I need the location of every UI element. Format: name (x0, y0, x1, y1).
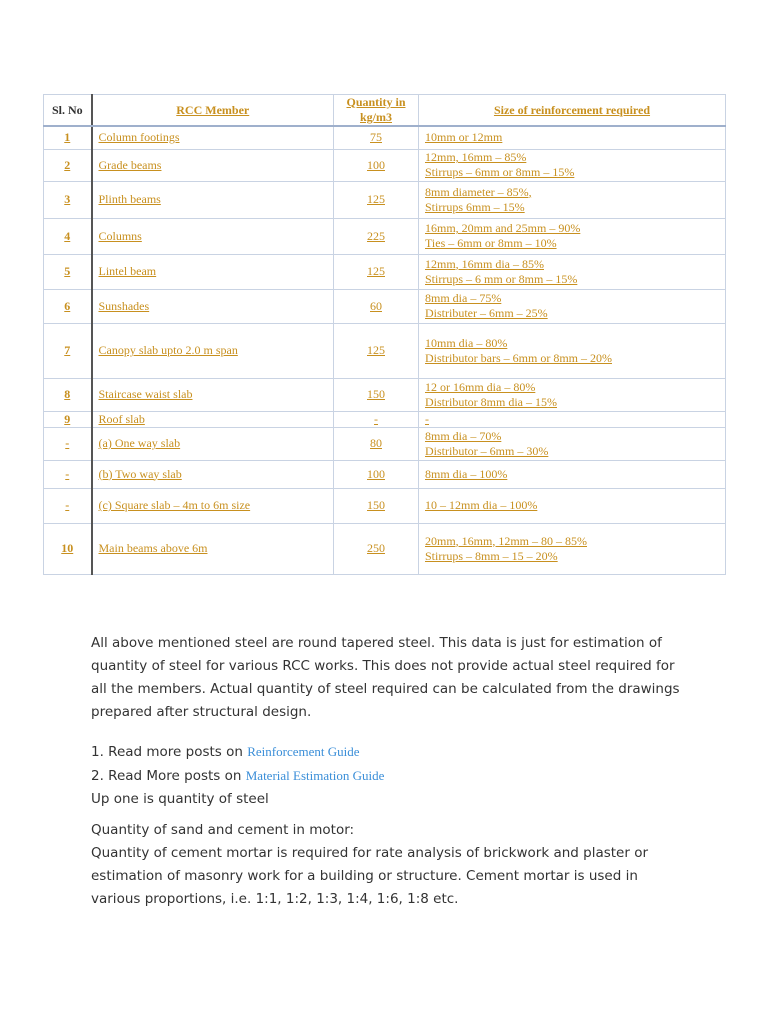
material-estimation-guide-link[interactable]: Material Estimation Guide (245, 768, 385, 783)
cell-quantity: 250 (334, 523, 419, 574)
cell-quantity: 150 (334, 488, 419, 523)
cell-quantity: 150 (334, 378, 419, 411)
cell-rcc-member: Grade beams (92, 149, 334, 181)
table-row (44, 460, 726, 488)
table-row (44, 411, 726, 427)
cell-quantity: 100 (334, 460, 419, 488)
cell-sl-no: - (44, 427, 92, 460)
cell-quantity: 125 (334, 254, 419, 289)
table-row (44, 323, 726, 378)
reinforcement-guide-link[interactable]: Reinforcement Guide (247, 744, 360, 759)
header-rcc-member: RCC Member (92, 95, 334, 127)
table-row (44, 149, 726, 181)
cell-sl-no: 1 (44, 126, 92, 149)
cell-sl-no: 6 (44, 289, 92, 323)
table-row (44, 126, 726, 149)
cell-rcc-member: Sunshades (92, 289, 334, 323)
cell-rcc-member: Columns (92, 218, 334, 254)
cell-reinforcement-size: 8mm dia – 75% Distributer – 6mm – 25% (419, 289, 726, 323)
steel-note-paragraph: All above mentioned steel are round tapered steel. This data is just for estimation of quantity of steel for various RCC works. This does not provide actual steel required for all the members. Actual quantity of steel required can be calculated from the drawings prepared after structural design. (91, 635, 680, 720)
cell-quantity: 125 (334, 181, 419, 218)
cell-sl-no: 7 (44, 323, 92, 378)
table-row (44, 378, 726, 411)
table-row (44, 488, 726, 523)
cell-reinforcement-size: 8mm dia – 70% Distributor – 6mm – 30% (419, 427, 726, 460)
link-line-1: 1. Read more posts on Reinforcement Guide (91, 744, 360, 760)
cell-rcc-member: Roof slab (92, 411, 334, 427)
cell-sl-no: 4 (44, 218, 92, 254)
cell-quantity: 100 (334, 149, 419, 181)
cell-rcc-member: Lintel beam (92, 254, 334, 289)
link-line-2: 2. Read More posts on Material Estimation Guide (91, 768, 385, 784)
steel-summary-line: Up one is quantity of steel (91, 791, 269, 807)
cell-reinforcement-size: 10mm or 12mm (419, 126, 726, 149)
table-row (44, 427, 726, 460)
cell-reinforcement-size: - (419, 411, 726, 427)
cell-quantity: 75 (334, 126, 419, 149)
cell-rcc-member: Main beams above 6m (92, 523, 334, 574)
cell-quantity: 225 (334, 218, 419, 254)
cell-rcc-member: (b) Two way slab (92, 460, 334, 488)
header-size: Size of reinforcement required (419, 95, 726, 127)
cell-rcc-member: (a) One way slab (92, 427, 334, 460)
cell-reinforcement-size: 12 or 16mm dia – 80% Distributor 8mm dia – 15% (419, 378, 726, 411)
table-row (44, 254, 726, 289)
header-sl-no: Sl. No (44, 95, 92, 127)
cell-sl-no: 9 (44, 411, 92, 427)
cell-rcc-member: Staircase waist slab (92, 378, 334, 411)
cell-reinforcement-size: 10mm dia – 80% Distributor bars – 6mm or 8mm – 20% (419, 323, 726, 378)
cell-sl-no: 2 (44, 149, 92, 181)
cell-quantity: 125 (334, 323, 419, 378)
cell-reinforcement-size: 16mm, 20mm and 25mm – 90% Ties – 6mm or 8mm – 10% (419, 218, 726, 254)
table-header-row (44, 95, 726, 127)
table-row (44, 289, 726, 323)
cell-rcc-member: (c) Square slab – 4m to 6m size (92, 488, 334, 523)
mortar-paragraph: Quantity of cement mortar is required for rate analysis of brickwork and plaster or estimation of masonry work for a building or structure. Cement mortar is used in various proportions, i.e. 1:1, 1:2, 1:3, 1:4, 1:6, 1:8 etc. (91, 845, 649, 907)
cell-quantity: 60 (334, 289, 419, 323)
cell-reinforcement-size: 12mm, 16mm – 85% Stirrups – 6mm or 8mm – 15% (419, 149, 726, 181)
cell-rcc-member: Plinth beams (92, 181, 334, 218)
cell-reinforcement-size: 12mm, 16mm dia – 85% Stirrups – 6 mm or 8mm – 15% (419, 254, 726, 289)
cell-quantity: - (334, 411, 419, 427)
cell-reinforcement-size: 20mm, 16mm, 12mm – 80 – 85% Stirrups – 8mm – 15 – 20% (419, 523, 726, 574)
cell-reinforcement-size: 10 – 12mm dia – 100% (419, 488, 726, 523)
cell-sl-no: - (44, 488, 92, 523)
mortar-heading: Quantity of sand and cement in motor: (91, 822, 355, 838)
header-quantity: Quantity in kg/m3 (334, 95, 419, 127)
table-row (44, 523, 726, 574)
cell-reinforcement-size: 8mm dia – 100% (419, 460, 726, 488)
table-row (44, 181, 726, 218)
cell-sl-no: 5 (44, 254, 92, 289)
table-row (44, 218, 726, 254)
cell-sl-no: 3 (44, 181, 92, 218)
article-body (91, 632, 691, 911)
cell-sl-no: 10 (44, 523, 92, 574)
cell-rcc-member: Canopy slab upto 2.0 m span (92, 323, 334, 378)
cell-sl-no: 8 (44, 378, 92, 411)
cell-reinforcement-size: 8mm diameter – 85%, Stirrups 6mm – 15% (419, 181, 726, 218)
cell-rcc-member: Column footings (92, 126, 334, 149)
cell-quantity: 80 (334, 427, 419, 460)
cell-sl-no: - (44, 460, 92, 488)
steel-quantity-table (43, 94, 726, 575)
